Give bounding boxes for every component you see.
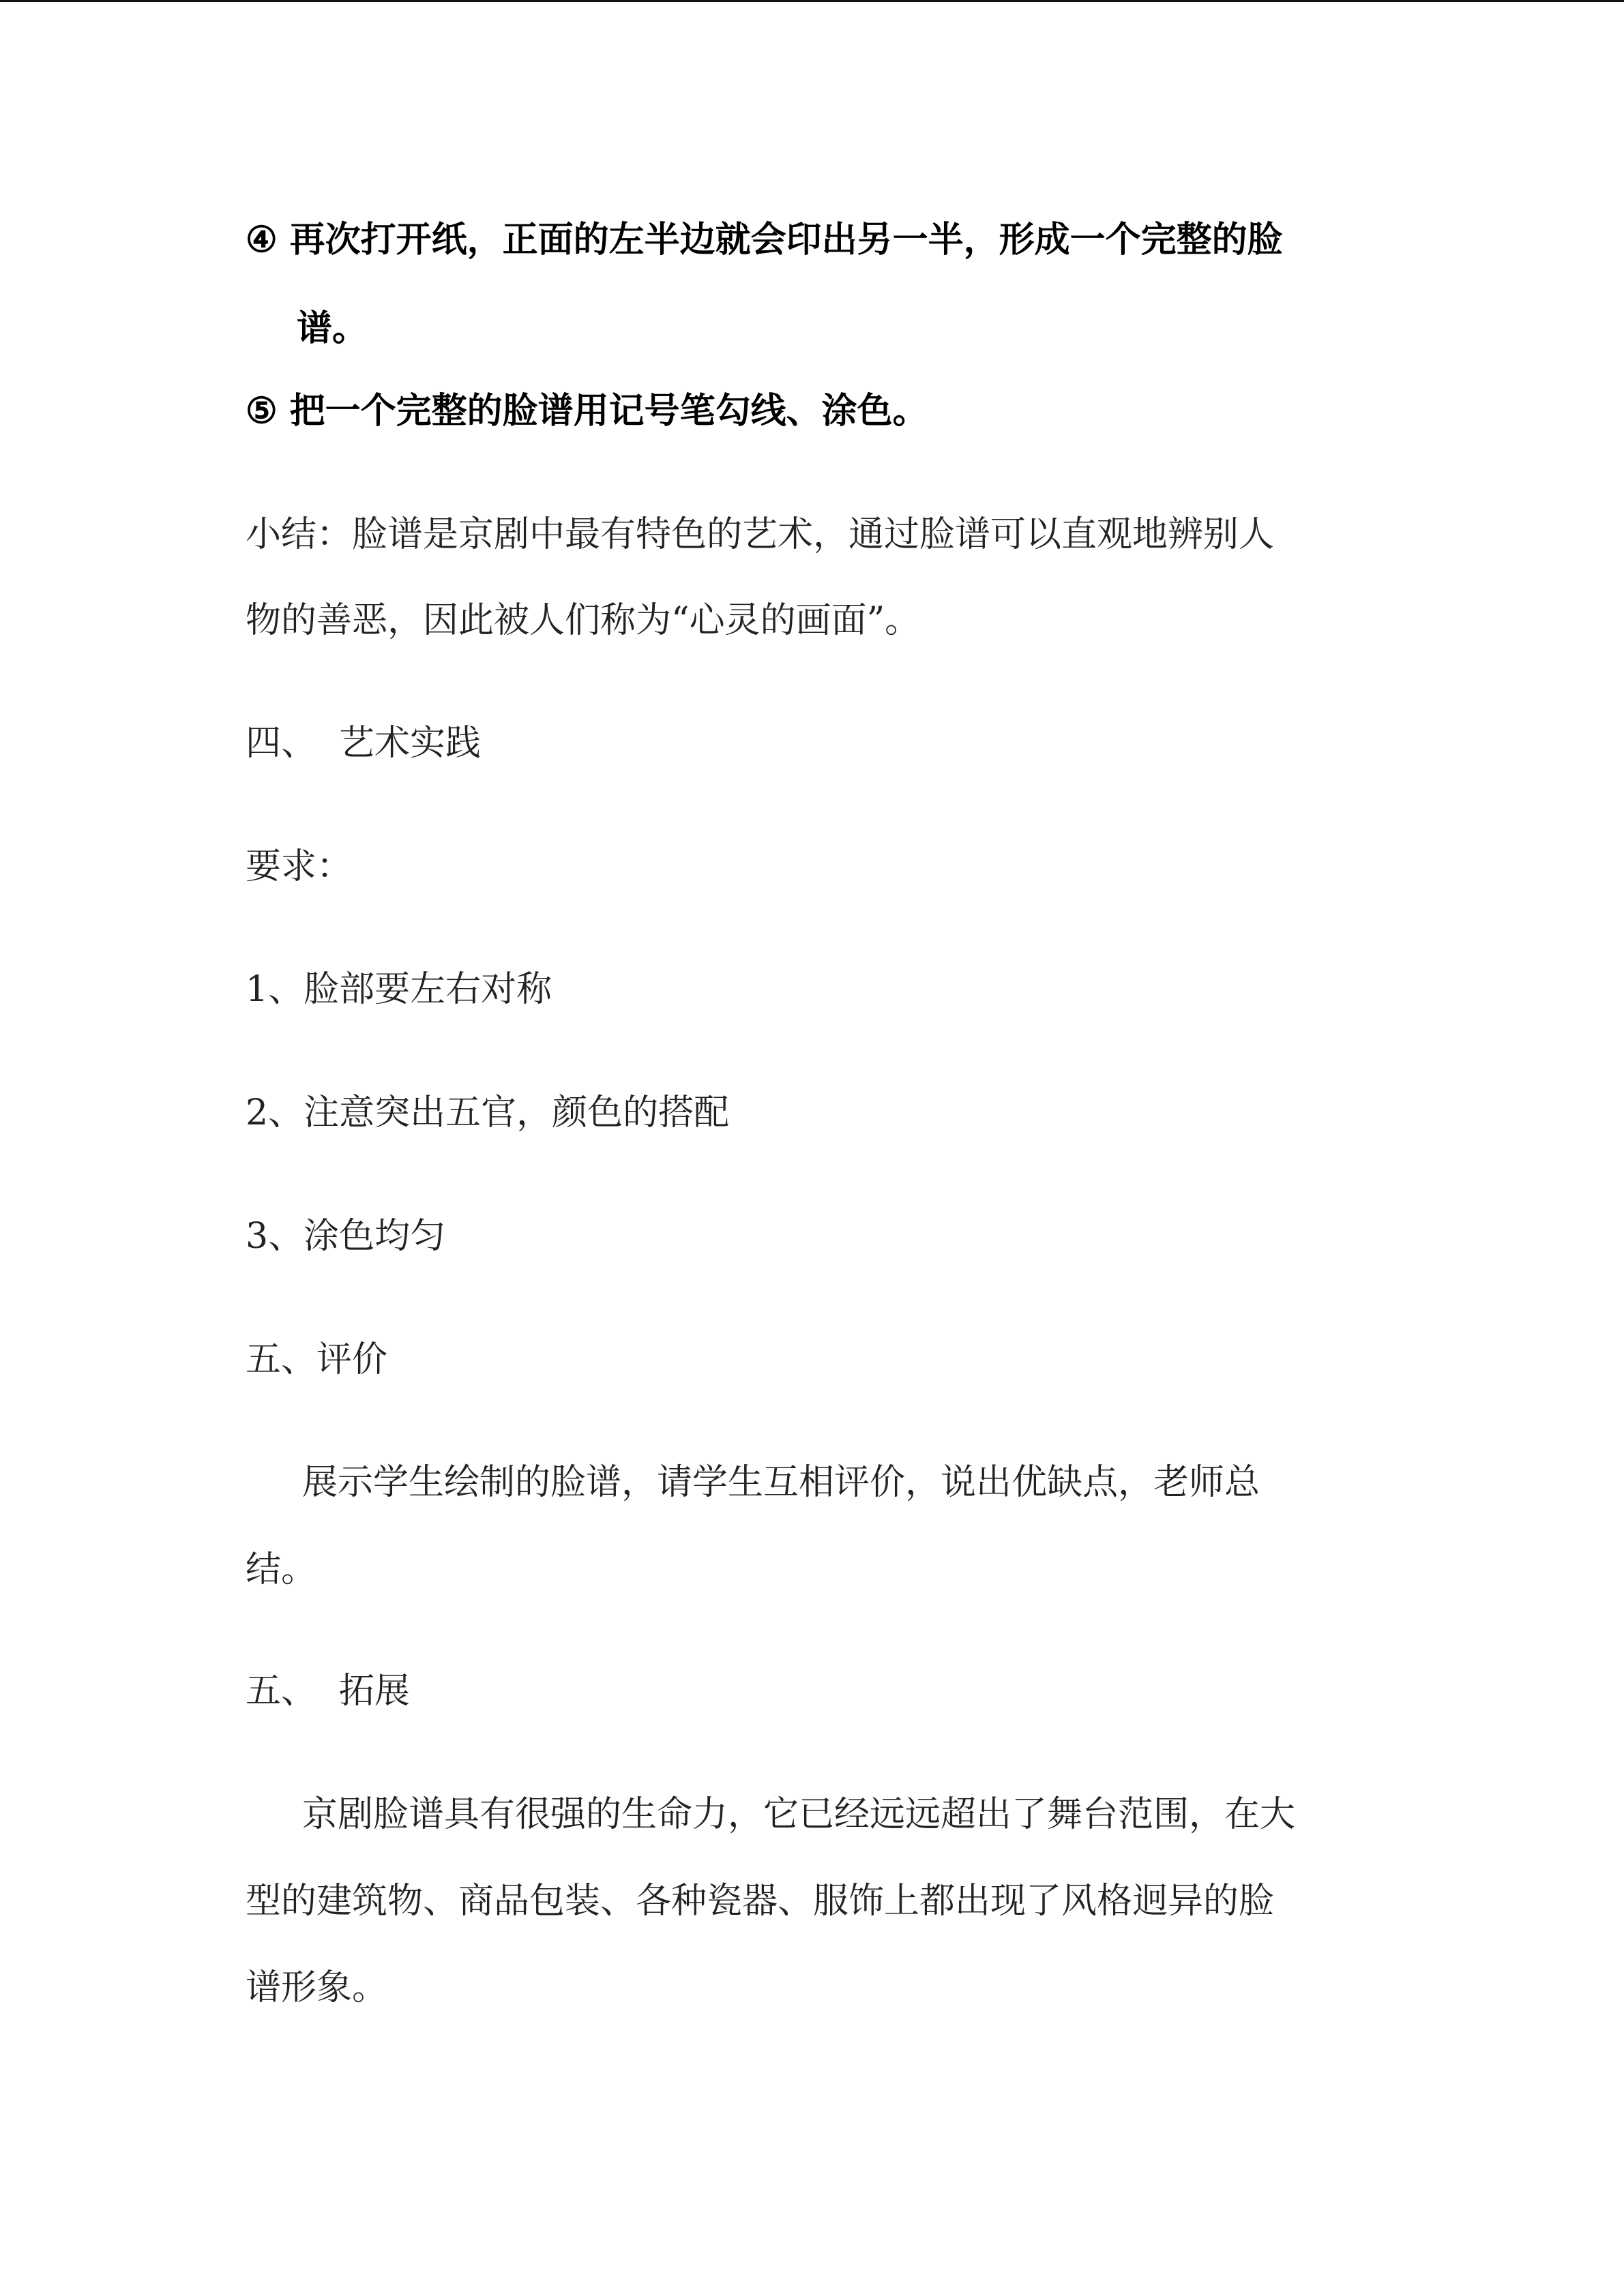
step-4-marker: ④ — [246, 219, 278, 260]
section-5-eval-line-1: 展示学生绘制的脸谱，请学生互相评价，说出优缺点，老师总 — [302, 1462, 1260, 1503]
section-5-eval-heading: 五、评价 — [246, 1339, 388, 1380]
section-5-expand-heading: 五、 拓展 — [246, 1671, 411, 1712]
requirement-item-1: 1、脸部要左右对称 — [246, 969, 552, 1010]
summary-line-1: 小结：脸谱是京剧中最有特色的艺术，通过脸谱可以直观地辨别人 — [246, 514, 1275, 555]
section-4-heading: 四、 艺术实践 — [246, 723, 482, 764]
section-5-expand-line-3: 谱形象。 — [246, 1967, 388, 2008]
step-4-line-1 — [246, 219, 1283, 260]
step-5-text: 把一个完整的脸谱用记号笔勾线、涂色。 — [289, 390, 928, 432]
step-5-marker: ⑤ — [246, 390, 278, 432]
section-5-eval-line-2: 结。 — [246, 1549, 317, 1590]
section-5-expand-line-2: 型的建筑物、商品包装、各种瓷器、服饰上都出现了风格迥异的脸 — [246, 1881, 1275, 1922]
requirement-item-3: 3、涂色均匀 — [246, 1216, 446, 1257]
step-5-line — [246, 390, 928, 432]
requirement-item-2: 2、注意突出五官，颜色的搭配 — [246, 1092, 730, 1133]
summary-line-2: 物的善恶，因此被人们称为“心灵的画面”。 — [246, 600, 921, 641]
section-5-expand-line-1: 京剧脸谱具有很强的生命力，它已经远远超出了舞台范围，在大 — [302, 1794, 1296, 1835]
step-4-line-2: 谱。 — [297, 308, 368, 349]
step-4-text: 再次打开纸，正面的左半边就会印出另一半，形成一个完整的脸 — [289, 219, 1283, 260]
requirements-heading: 要求： — [246, 846, 353, 887]
